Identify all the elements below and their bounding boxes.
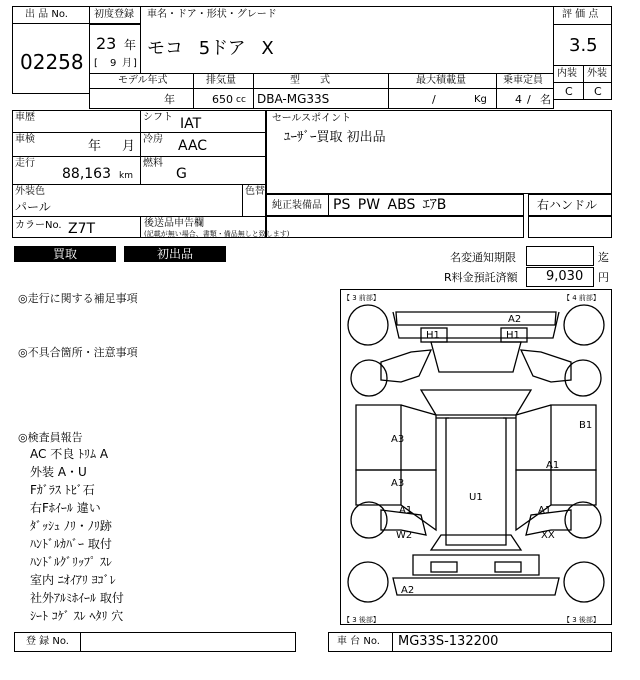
- spec-div-4: [496, 73, 497, 109]
- score: 3.5: [569, 35, 598, 56]
- inspection-label: 車検: [15, 134, 35, 145]
- damage-mark: A3: [391, 478, 405, 489]
- inspector-line: ｼｰﾄ ｺｹﾞ ｽﾚ ﾍﾀﾘ 穴: [30, 609, 124, 623]
- details-h1: [12, 132, 266, 133]
- type: DBA-MG33S: [257, 92, 330, 106]
- displacement-label: 排気量: [206, 75, 236, 86]
- details-h3: [12, 184, 266, 185]
- tag-first-listing: 初出品: [124, 246, 226, 262]
- color-no-vline: [140, 216, 141, 238]
- corner-label-tl: 【 3 前部】: [343, 294, 380, 302]
- month-close: ]: [133, 58, 137, 69]
- shift: IAT: [180, 116, 202, 132]
- year-unit: 年: [124, 38, 137, 52]
- grade-divider-bottom: [553, 82, 612, 83]
- equipment: PS PW ABS ｴｱB: [333, 197, 447, 213]
- damage-mark: B1: [579, 420, 593, 431]
- spec-div-2: [253, 73, 254, 109]
- lot-no-label: 出 品 No.: [25, 9, 68, 20]
- fuel: G: [176, 166, 187, 182]
- name-change-label: 名変通知期限: [450, 251, 516, 264]
- interior-label: 内装: [557, 68, 577, 79]
- chassis-label: 車 台 No.: [337, 636, 380, 647]
- car-name: モコ 5ドア X: [147, 38, 274, 59]
- sales-point: ﾕｰｻﾞｰ買取 初出品: [284, 130, 386, 145]
- driving-notes-label: ◎走行に関する補足事項: [18, 292, 138, 305]
- score-label-divider: [553, 24, 612, 25]
- corner-label-bl: 【 3 後部】: [343, 616, 380, 624]
- damage-mark: A3: [391, 434, 405, 445]
- damage-mark: A1: [538, 505, 552, 516]
- inspector-line: AC 不良 ﾄﾘﾑ A: [30, 447, 109, 461]
- inspection-month-unit: 月: [122, 139, 136, 154]
- reg-no-label: 登 録 No.: [26, 636, 69, 647]
- max-load-label: 最大積載量: [416, 75, 466, 86]
- blank-equipment-row: [266, 216, 524, 238]
- equipment-label: 純正装備品: [272, 200, 322, 211]
- inspector-line: 外装 A・U: [30, 465, 87, 479]
- damage-mark: A1: [546, 460, 560, 471]
- color-no-label: カラーNo.: [15, 220, 62, 231]
- details-vline: [140, 110, 141, 184]
- details-h4: [12, 216, 266, 217]
- model-year-label: モデル年式: [118, 75, 168, 86]
- details-box: [12, 110, 266, 238]
- damage-mark: H1: [426, 330, 440, 341]
- mileage: 88,163: [62, 166, 111, 182]
- color-no: Z7T: [68, 221, 96, 237]
- damage-mark: A2: [401, 585, 415, 596]
- max-load-sep: /: [432, 93, 436, 106]
- inspector-line: Fｶﾞﾗｽ ﾄﾋﾞ石: [30, 483, 95, 497]
- tag-buyout: 買取: [14, 246, 116, 262]
- corner-label-tr: 【 4 前部】: [563, 294, 600, 302]
- reg-no-vline: [80, 632, 81, 652]
- year: 23: [96, 34, 117, 53]
- exterior-label: 外装: [587, 68, 607, 79]
- fuel-label: 燃料: [143, 158, 163, 169]
- sales-point-label: セールスポイント: [272, 113, 352, 124]
- displacement: 650: [212, 93, 233, 106]
- capacity-label: 乗車定員: [503, 75, 543, 86]
- max-load-unit: Kg: [474, 94, 487, 105]
- color-label: 外装色: [15, 186, 45, 197]
- first-reg-label: 初度登録: [94, 9, 134, 20]
- car-diagram: [340, 289, 612, 625]
- damage-mark: A1: [399, 505, 413, 516]
- spec-div-1: [193, 73, 194, 109]
- spec-div-3: [388, 73, 389, 109]
- recycle-unit: 円: [598, 271, 609, 284]
- spec-header-line: [89, 88, 554, 89]
- details-h2: [12, 156, 266, 157]
- damage-mark: H1: [506, 330, 520, 341]
- month: 9: [110, 58, 117, 69]
- inspector-report-label: ◎検査員報告: [18, 431, 83, 444]
- inspector-line: ﾊﾝﾄﾞﾙｸﾞﾘｯﾌﾟ ｽﾚ: [30, 555, 112, 569]
- color: パール: [15, 200, 51, 214]
- exterior-grade: C: [594, 85, 602, 98]
- interior-grade: C: [565, 85, 573, 98]
- damage-mark: XX: [541, 530, 555, 541]
- car-outline-svg: [341, 290, 611, 624]
- capacity-unit: 名: [540, 93, 551, 106]
- lot-no: 02258: [20, 50, 84, 74]
- displacement-unit: cc: [236, 95, 246, 105]
- blank-steering-row: [528, 216, 612, 238]
- ac-label: 冷房: [143, 134, 163, 145]
- mileage-unit: km: [119, 171, 133, 181]
- send-note: (記載が無い場合、書類・備品無しと致します): [144, 230, 290, 238]
- corner-label-br: 【 3 後部】: [563, 616, 600, 624]
- month-unit: 月: [122, 58, 132, 69]
- damage-mark: U1: [469, 492, 483, 503]
- inspector-line: 社外ｱﾙﾐﾎｲｰﾙ 取付: [30, 591, 124, 605]
- recycle-label: R料金預託済額: [444, 271, 518, 284]
- month-open: [: [94, 58, 98, 69]
- ac: AAC: [178, 138, 208, 154]
- defect-notes-label: ◎不具合箇所・注意事項: [18, 346, 138, 359]
- history-label: 車歴: [15, 112, 35, 123]
- name-change-unit: 迄: [598, 251, 609, 264]
- damage-mark: W2: [396, 530, 413, 541]
- capacity: 4: [515, 93, 522, 106]
- steering: 右ハンドル: [537, 198, 598, 212]
- chassis-vline: [392, 632, 393, 652]
- mileage-label: 走行: [15, 158, 35, 169]
- send-label: 後送品申告欄: [144, 218, 204, 229]
- score-label: 評 価 点: [562, 9, 599, 20]
- inspector-line: ﾀﾞｯｼｭ ﾉﾘ・ﾉﾘ跡: [30, 519, 112, 533]
- color-change-label: 色替: [245, 186, 265, 197]
- damage-mark: A2: [508, 314, 522, 325]
- name-change-field: [526, 246, 594, 266]
- name-label: 車名・ドア・形状・グレード: [147, 9, 277, 20]
- inspection-year-unit: 年: [88, 139, 102, 154]
- inspector-line: ﾊﾝﾄﾞﾙｶﾊﾞｰ 取付: [30, 537, 112, 551]
- recycle-amount: 9,030: [546, 269, 584, 284]
- shift-label: シフト: [143, 112, 173, 123]
- inspector-line: 右Fﾎｲｰﾙ 違い: [30, 501, 101, 515]
- model-year-unit: 年: [164, 93, 175, 106]
- inspector-line: 室内 ﾆｵｲｱﾘ ﾖｺﾞﾚ: [30, 573, 116, 587]
- color-change-vline: [242, 184, 243, 216]
- capacity-sep: /: [527, 93, 531, 106]
- equipment-label-vline: [328, 194, 329, 216]
- type-label: 型 式: [290, 75, 330, 86]
- chassis-no: MG33S-132200: [398, 634, 499, 649]
